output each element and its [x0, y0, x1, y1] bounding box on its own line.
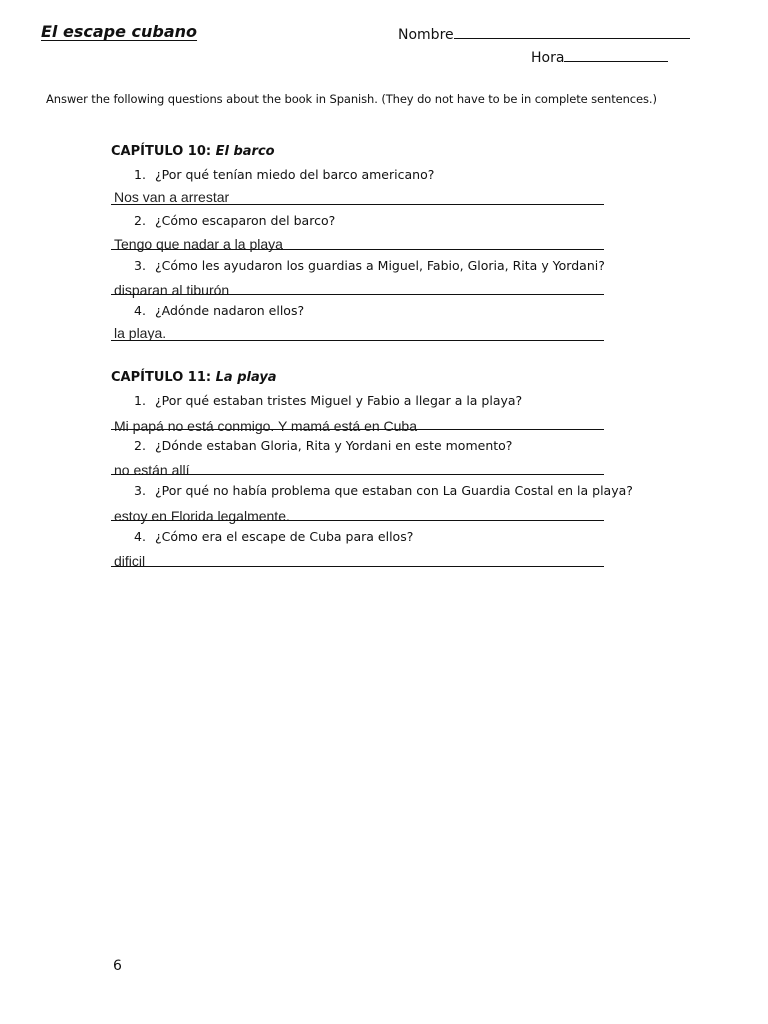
- answer-text[interactable]: no están allí: [114, 462, 190, 478]
- chapter-11-heading: [111, 370, 277, 385]
- question-number: 2.: [134, 438, 146, 453]
- name-label: Nombre: [398, 27, 454, 43]
- question-number: 3.: [134, 258, 146, 273]
- question-item: [134, 167, 434, 182]
- question-number: 4.: [134, 529, 146, 544]
- question-text: ¿Por qué no había problema que estaban con La Guardia Costal en la playa?: [155, 483, 633, 498]
- question-number: 1.: [134, 393, 146, 408]
- chapter-label: CAPÍTULO 11:: [111, 370, 212, 385]
- question-text: ¿Cómo escaparon del barco?: [155, 213, 336, 228]
- answer-line: [111, 249, 604, 250]
- answer-text[interactable]: dificil: [114, 553, 146, 569]
- question-item: [134, 438, 512, 453]
- name-blank-line[interactable]: [454, 24, 690, 39]
- page-number: 6: [113, 958, 122, 974]
- period-field[interactable]: [531, 47, 668, 66]
- question-number: 3.: [134, 483, 146, 498]
- question-item: [134, 213, 335, 228]
- chapter-10-heading: [111, 144, 275, 159]
- question-item: [134, 303, 304, 318]
- question-number: 2.: [134, 213, 146, 228]
- question-number: 4.: [134, 303, 146, 318]
- answer-line: [111, 429, 604, 430]
- question-text: ¿Cómo les ayudaron los guardias a Miguel, Fabio, Gloria, Rita y Yordani?: [155, 258, 605, 273]
- period-label: Hora: [531, 50, 565, 66]
- name-field[interactable]: [398, 24, 690, 43]
- answer-text[interactable]: disparan al tiburón: [114, 282, 230, 298]
- question-item: [134, 258, 605, 273]
- question-text: ¿Dónde estaban Gloria, Rita y Yordani en este momento?: [155, 438, 513, 453]
- answer-line: [111, 520, 604, 521]
- answer-text[interactable]: Nos van a arrestar: [114, 189, 230, 205]
- question-number: 1.: [134, 167, 146, 182]
- question-item: [134, 529, 413, 544]
- question-text: ¿Cómo era el escape de Cuba para ellos?: [155, 529, 414, 544]
- answer-line: [111, 340, 604, 341]
- answer-text[interactable]: la playa.: [114, 325, 167, 341]
- answer-text[interactable]: Mi papá no está conmigo. Y mamá está en Cuba: [114, 418, 417, 434]
- answer-text[interactable]: Tengo que nadar a la playa: [114, 236, 283, 252]
- question-item: [134, 393, 522, 408]
- chapter-subtitle: La playa: [215, 370, 277, 385]
- question-text: ¿Por qué estaban tristes Miguel y Fabio a llegar a la playa?: [155, 393, 523, 408]
- chapter-subtitle: El barco: [215, 144, 275, 159]
- period-blank-line[interactable]: [564, 47, 668, 62]
- question-text: ¿Por qué tenían miedo del barco americano?: [155, 167, 435, 182]
- answer-line: [111, 566, 604, 567]
- question-text: ¿Adónde nadaron ellos?: [155, 303, 305, 318]
- instructions: Answer the following questions about the book in Spanish. (They do not have to be in complete sentences.): [46, 92, 657, 106]
- answer-line: [111, 204, 604, 205]
- answer-line: [111, 474, 604, 475]
- answer-text[interactable]: estoy en Florida legalmente.: [114, 508, 290, 524]
- document-title: El escape cubano: [41, 22, 198, 41]
- answer-line: [111, 294, 604, 295]
- chapter-label: CAPÍTULO 10:: [111, 144, 212, 159]
- question-item: [134, 483, 633, 498]
